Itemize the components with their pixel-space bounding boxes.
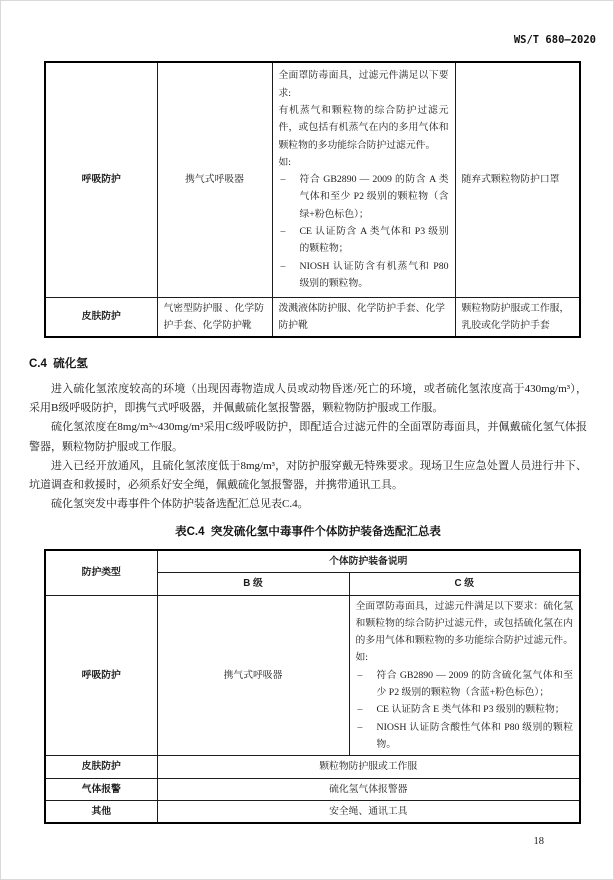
cell-paragraph: 全面罩防毒面具，过滤元件满足以下要求: [278, 70, 449, 99]
cell-merged-value: 硫化氢气体报警器 [157, 778, 580, 800]
paragraph: 硫化氢浓度在8mg/m³~430mg/m³采用C级呼吸防护，即配适合过滤元件的全面罩防毒面具，并佩戴硫化氢气体报警器，颗粒物防护服或工作服。 [29, 421, 587, 453]
table-row [45, 297, 580, 337]
cell-merged-value: 安全绳、通讯工具 [157, 800, 580, 823]
page-number: 18 [533, 836, 544, 847]
cell-level-c-description: 泼溅液体防护服、化学防护手套、化学防护靴 [272, 297, 455, 337]
paragraph: 进入已经开放通风，且硫化氢浓度低于8mg/m³，对防护服穿戴无特殊要求。现场卫生应急处置人员进行井下、坑道调查和救援时，必须系好安全绳，佩戴硫化氢报警器，并携带通讯工具。 [29, 459, 587, 492]
cell-protection-type: 气体报警 [45, 778, 157, 800]
cell-protection-type: 皮肤防护 [45, 297, 157, 337]
header-protection-type: 防护类型 [45, 550, 157, 595]
cell-level-d-description: 颗粒物防护服或工作服，乳胶或化学防护手套 [455, 297, 580, 337]
header-level-c: C 级 [349, 573, 580, 595]
cell-bullet-item: – 符合 GB2890 — 2009 的防含硫化氢气体和至少 P2 级别的颗粒物（含蓝+粉色标色）； [356, 667, 574, 702]
cell-bullet-item: – NIOSH 认证防含酸性气体和 P80 级别的颗粒物。 [356, 719, 574, 754]
cell-level-b-device: 携气式呼吸器 [157, 62, 272, 297]
header-ppe-description: 个体防护装备说明 [157, 550, 580, 573]
table-row [45, 62, 580, 297]
table-row [45, 778, 580, 800]
table-c4-caption: 表C.4 突发硫化氢中毒事件个体防护装备选配汇总表 [175, 526, 441, 538]
standard-code-header: WS/T 680—2020 [513, 34, 596, 46]
cell-paragraph: 有机蒸气和颗粒物的综合防护过滤元件，或包括有机蒸气在内的多用气体和颗粒物的多功能综合防护过滤元件。 [278, 104, 449, 151]
cell-protection-type: 呼吸防护 [45, 62, 157, 297]
paragraph: 硫化氢突发中毒事件个体防护装备选配汇总见表C.4。 [51, 498, 309, 511]
cell-level-b-device: 携气式呼吸器 [157, 595, 349, 756]
table-header-row [45, 550, 580, 573]
section-body [29, 380, 587, 514]
table-row [45, 800, 580, 823]
cell-paragraph: 全面罩防毒面具，过滤元件满足以下要求：硫化氢和颗粒物的综合防护过滤元件，或包括硫化氢在内的多用气体和颗粒物的多功能综合防护过滤元件。如: [355, 600, 573, 664]
cell-level-d-description: 随弃式颗粒物防护口罩 [455, 62, 580, 297]
cell-level-b-device: 气密型防护服 、化学防护手套、化学防护靴 [157, 297, 272, 337]
table-row [45, 595, 580, 756]
cell-bullet-item: – CE 认证防含 E 类气体和 P3 级别的颗粒物； [356, 701, 574, 718]
cell-bullet-item: – NIOSH 认证防含有机蒸气和 P80 级别的颗粒物。 [279, 258, 449, 293]
section-heading-c4: C.4 硫化氢 [29, 358, 88, 370]
cell-bullet-item: – 符合 GB2890 — 2009 的防含 A 类气体和至少 P2 级别的颗粒物（含绿+粉色标色）； [279, 171, 449, 223]
paragraph: 进入硫化氢浓度较高的环境（出现因毒物造成人员或动物昏迷/死亡的环境，或者硫化氢浓度高于430mg/m³），采用B级呼吸防护，即携气式呼吸器，并佩戴硫化氢报警器，颗粒物防护服或工作服。 [29, 383, 587, 415]
cell-protection-type: 呼吸防护 [45, 595, 157, 756]
header-level-b: B 级 [157, 573, 349, 595]
cell-bullet-item: – CE 认证防含 A 类气体和 P3 级别的颗粒物； [279, 223, 449, 258]
cell-level-c-description [272, 62, 455, 297]
cell-level-c-description [349, 595, 580, 756]
cell-paragraph: 如: [278, 156, 292, 168]
table-row [45, 756, 580, 778]
cell-protection-type: 其他 [45, 800, 157, 823]
table-ppe-h2s [44, 549, 581, 824]
cell-merged-value: 颗粒物防护服或工作服 [157, 756, 580, 778]
cell-protection-type: 皮肤防护 [45, 756, 157, 778]
table-ppe-benzene-continued [44, 61, 581, 338]
